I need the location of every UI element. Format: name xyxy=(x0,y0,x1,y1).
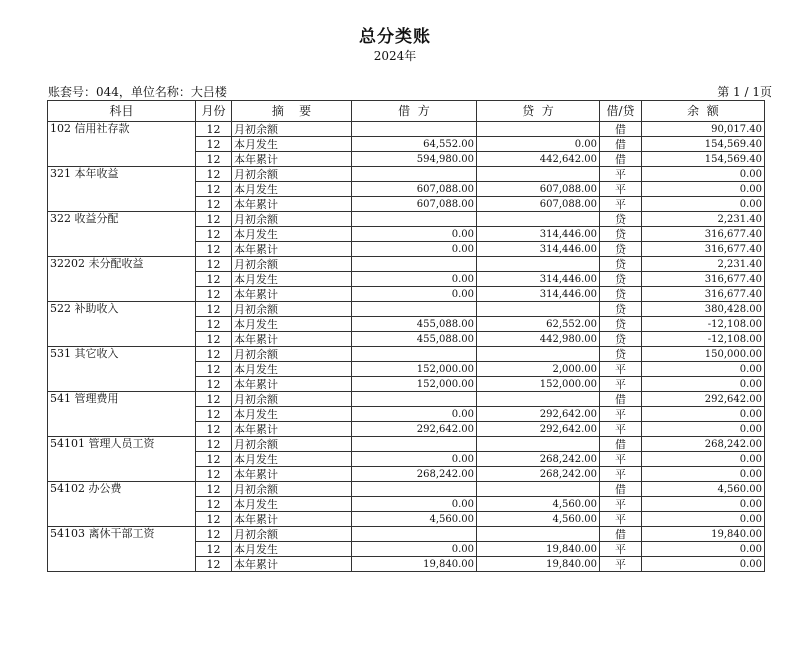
row-debit: 0.00 xyxy=(352,452,477,467)
row-debit xyxy=(352,437,477,452)
account-subject: 322 收益分配 xyxy=(48,212,196,257)
row-credit: 314,446.00 xyxy=(477,272,600,287)
row-direction: 平 xyxy=(600,407,642,422)
row-summary: 本月发生 xyxy=(232,362,352,377)
row-direction: 平 xyxy=(600,452,642,467)
row-credit: 442,642.00 xyxy=(477,152,600,167)
row-credit: 442,980.00 xyxy=(477,332,600,347)
row-month: 12 xyxy=(196,137,232,152)
row-credit: 0.00 xyxy=(477,137,600,152)
row-credit: 314,446.00 xyxy=(477,242,600,257)
row-summary: 本月发生 xyxy=(232,272,352,287)
row-month: 12 xyxy=(196,512,232,527)
row-month: 12 xyxy=(196,557,232,572)
table-row xyxy=(48,212,765,227)
row-month: 12 xyxy=(196,257,232,272)
page-number: 第 1 / 1页 xyxy=(717,85,772,99)
row-balance: 380,428.00 xyxy=(642,302,765,317)
row-debit: 4,560.00 xyxy=(352,512,477,527)
row-summary: 月初余额 xyxy=(232,482,352,497)
row-credit: 2,000.00 xyxy=(477,362,600,377)
row-balance: 0.00 xyxy=(642,452,765,467)
row-debit xyxy=(352,347,477,362)
account-subject: 102 信用社存款 xyxy=(48,122,196,167)
row-debit: 19,840.00 xyxy=(352,557,477,572)
account-subject: 541 管理费用 xyxy=(48,392,196,437)
row-debit: 152,000.00 xyxy=(352,377,477,392)
account-subject: 54102 办公费 xyxy=(48,482,196,527)
row-summary: 本年累计 xyxy=(232,512,352,527)
row-direction: 借 xyxy=(600,392,642,407)
row-debit: 607,088.00 xyxy=(352,182,477,197)
row-summary: 本月发生 xyxy=(232,137,352,152)
row-month: 12 xyxy=(196,452,232,467)
row-credit: 268,242.00 xyxy=(477,467,600,482)
row-month: 12 xyxy=(196,197,232,212)
account-subject: 531 其它收入 xyxy=(48,347,196,392)
row-credit xyxy=(477,347,600,362)
row-month: 12 xyxy=(196,392,232,407)
row-debit: 268,242.00 xyxy=(352,467,477,482)
row-month: 12 xyxy=(196,542,232,557)
row-credit xyxy=(477,437,600,452)
row-month: 12 xyxy=(196,212,232,227)
row-direction: 平 xyxy=(600,497,642,512)
row-summary: 本年累计 xyxy=(232,242,352,257)
row-direction: 贷 xyxy=(600,347,642,362)
row-direction: 贷 xyxy=(600,257,642,272)
table-row xyxy=(48,392,765,407)
row-direction: 平 xyxy=(600,182,642,197)
col-header-subject: 科目 xyxy=(48,101,196,122)
row-debit xyxy=(352,302,477,317)
account-subject: 32202 未分配收益 xyxy=(48,257,196,302)
row-credit: 268,242.00 xyxy=(477,452,600,467)
col-header-direction: 借/贷 xyxy=(600,101,642,122)
row-debit: 455,088.00 xyxy=(352,332,477,347)
table-row xyxy=(48,347,765,362)
row-credit xyxy=(477,392,600,407)
row-balance: 4,560.00 xyxy=(642,482,765,497)
row-summary: 本年累计 xyxy=(232,197,352,212)
row-summary: 本年累计 xyxy=(232,467,352,482)
row-balance: 19,840.00 xyxy=(642,527,765,542)
table-row xyxy=(48,482,765,497)
row-month: 12 xyxy=(196,332,232,347)
row-balance: 0.00 xyxy=(642,542,765,557)
row-debit xyxy=(352,257,477,272)
row-balance: 154,569.40 xyxy=(642,152,765,167)
row-direction: 贷 xyxy=(600,272,642,287)
row-balance: 0.00 xyxy=(642,497,765,512)
table-row xyxy=(48,527,765,542)
account-subject: 54101 管理人员工资 xyxy=(48,437,196,482)
row-debit xyxy=(352,482,477,497)
row-month: 12 xyxy=(196,362,232,377)
row-balance: 0.00 xyxy=(642,377,765,392)
row-debit xyxy=(352,122,477,137)
row-balance: 0.00 xyxy=(642,407,765,422)
row-direction: 平 xyxy=(600,467,642,482)
row-direction: 贷 xyxy=(600,332,642,347)
row-month: 12 xyxy=(196,497,232,512)
row-summary: 本月发生 xyxy=(232,407,352,422)
row-balance: 316,677.40 xyxy=(642,287,765,302)
table-row xyxy=(48,167,765,182)
row-balance: 292,642.00 xyxy=(642,392,765,407)
row-direction: 贷 xyxy=(600,302,642,317)
row-debit: 607,088.00 xyxy=(352,197,477,212)
row-balance: 0.00 xyxy=(642,467,765,482)
row-month: 12 xyxy=(196,122,232,137)
row-debit: 152,000.00 xyxy=(352,362,477,377)
row-balance: 0.00 xyxy=(642,422,765,437)
row-month: 12 xyxy=(196,272,232,287)
row-credit: 314,446.00 xyxy=(477,227,600,242)
row-balance: 0.00 xyxy=(642,197,765,212)
table-row xyxy=(48,302,765,317)
row-credit: 314,446.00 xyxy=(477,287,600,302)
row-summary: 月初余额 xyxy=(232,347,352,362)
row-balance: 90,017.40 xyxy=(642,122,765,137)
col-header-month: 月份 xyxy=(196,101,232,122)
row-summary: 本月发生 xyxy=(232,452,352,467)
row-summary: 本年累计 xyxy=(232,152,352,167)
row-summary: 本月发生 xyxy=(232,227,352,242)
row-balance: 0.00 xyxy=(642,182,765,197)
row-credit: 292,642.00 xyxy=(477,407,600,422)
row-direction: 平 xyxy=(600,197,642,212)
row-credit xyxy=(477,122,600,137)
ledger-table xyxy=(47,100,765,572)
row-credit: 19,840.00 xyxy=(477,542,600,557)
row-debit: 0.00 xyxy=(352,287,477,302)
row-balance: 316,677.40 xyxy=(642,272,765,287)
row-summary: 月初余额 xyxy=(232,122,352,137)
row-credit xyxy=(477,302,600,317)
row-direction: 借 xyxy=(600,482,642,497)
row-month: 12 xyxy=(196,317,232,332)
row-direction: 贷 xyxy=(600,242,642,257)
row-credit xyxy=(477,482,600,497)
col-header-debit: 借 方 xyxy=(352,101,477,122)
row-balance: 316,677.40 xyxy=(642,227,765,242)
row-month: 12 xyxy=(196,347,232,362)
row-summary: 本年累计 xyxy=(232,287,352,302)
account-subject: 522 补助收入 xyxy=(48,302,196,347)
row-month: 12 xyxy=(196,407,232,422)
row-direction: 贷 xyxy=(600,212,642,227)
row-credit: 19,840.00 xyxy=(477,557,600,572)
header-row xyxy=(48,101,765,122)
row-month: 12 xyxy=(196,182,232,197)
row-direction: 平 xyxy=(600,167,642,182)
row-month: 12 xyxy=(196,152,232,167)
row-debit: 0.00 xyxy=(352,542,477,557)
row-summary: 本月发生 xyxy=(232,542,352,557)
row-direction: 借 xyxy=(600,437,642,452)
row-direction: 平 xyxy=(600,542,642,557)
row-month: 12 xyxy=(196,287,232,302)
row-summary: 本年累计 xyxy=(232,557,352,572)
row-credit: 4,560.00 xyxy=(477,512,600,527)
row-debit xyxy=(352,392,477,407)
row-direction: 贷 xyxy=(600,317,642,332)
table-row xyxy=(48,122,765,137)
row-summary: 本月发生 xyxy=(232,497,352,512)
row-debit: 455,088.00 xyxy=(352,317,477,332)
row-summary: 月初余额 xyxy=(232,257,352,272)
row-month: 12 xyxy=(196,437,232,452)
row-month: 12 xyxy=(196,302,232,317)
row-debit: 0.00 xyxy=(352,227,477,242)
row-direction: 借 xyxy=(600,137,642,152)
page-title: 总分类账 xyxy=(359,27,431,47)
row-summary: 月初余额 xyxy=(232,212,352,227)
row-credit: 607,088.00 xyxy=(477,182,600,197)
row-debit xyxy=(352,527,477,542)
row-credit xyxy=(477,167,600,182)
row-month: 12 xyxy=(196,467,232,482)
row-debit: 0.00 xyxy=(352,497,477,512)
row-summary: 月初余额 xyxy=(232,302,352,317)
row-debit: 0.00 xyxy=(352,407,477,422)
row-balance: 0.00 xyxy=(642,167,765,182)
row-summary: 月初余额 xyxy=(232,527,352,542)
row-credit xyxy=(477,212,600,227)
row-direction: 借 xyxy=(600,527,642,542)
row-debit xyxy=(352,212,477,227)
row-month: 12 xyxy=(196,167,232,182)
row-month: 12 xyxy=(196,482,232,497)
row-credit xyxy=(477,527,600,542)
account-subject: 321 本年收益 xyxy=(48,167,196,212)
row-debit: 0.00 xyxy=(352,242,477,257)
row-month: 12 xyxy=(196,227,232,242)
row-balance: 268,242.00 xyxy=(642,437,765,452)
row-direction: 贷 xyxy=(600,227,642,242)
table-row xyxy=(48,257,765,272)
row-credit: 292,642.00 xyxy=(477,422,600,437)
row-balance: 150,000.00 xyxy=(642,347,765,362)
row-summary: 本年累计 xyxy=(232,422,352,437)
row-direction: 借 xyxy=(600,152,642,167)
row-direction: 平 xyxy=(600,377,642,392)
account-info: 账套号：044，单位名称：大吕楼 xyxy=(48,85,227,99)
row-debit: 594,980.00 xyxy=(352,152,477,167)
row-summary: 本月发生 xyxy=(232,182,352,197)
row-month: 12 xyxy=(196,242,232,257)
row-credit: 4,560.00 xyxy=(477,497,600,512)
row-direction: 平 xyxy=(600,557,642,572)
col-header-balance: 余 额 xyxy=(642,101,765,122)
row-summary: 本年累计 xyxy=(232,377,352,392)
row-summary: 月初余额 xyxy=(232,167,352,182)
ledger-body xyxy=(48,122,765,572)
ledger-year: 2024年 xyxy=(373,49,417,63)
row-summary: 本月发生 xyxy=(232,317,352,332)
row-debit xyxy=(352,167,477,182)
row-credit: 62,552.00 xyxy=(477,317,600,332)
row-balance: -12,108.00 xyxy=(642,317,765,332)
row-balance: 2,231.40 xyxy=(642,257,765,272)
col-header-credit: 贷 方 xyxy=(477,101,600,122)
row-credit: 607,088.00 xyxy=(477,197,600,212)
account-subject: 54103 离休干部工资 xyxy=(48,527,196,572)
row-balance: 316,677.40 xyxy=(642,242,765,257)
row-balance: 0.00 xyxy=(642,512,765,527)
col-header-summary: 摘 要 xyxy=(232,101,352,122)
row-direction: 贷 xyxy=(600,287,642,302)
row-balance: 154,569.40 xyxy=(642,137,765,152)
row-direction: 平 xyxy=(600,362,642,377)
row-debit: 292,642.00 xyxy=(352,422,477,437)
row-balance: 0.00 xyxy=(642,362,765,377)
row-credit: 152,000.00 xyxy=(477,377,600,392)
row-month: 12 xyxy=(196,377,232,392)
row-summary: 月初余额 xyxy=(232,437,352,452)
row-month: 12 xyxy=(196,527,232,542)
row-summary: 月初余额 xyxy=(232,392,352,407)
row-balance: 2,231.40 xyxy=(642,212,765,227)
table-row xyxy=(48,437,765,452)
row-credit xyxy=(477,257,600,272)
row-summary: 本年累计 xyxy=(232,332,352,347)
row-balance: 0.00 xyxy=(642,557,765,572)
row-balance: -12,108.00 xyxy=(642,332,765,347)
row-direction: 借 xyxy=(600,122,642,137)
row-direction: 平 xyxy=(600,422,642,437)
row-debit: 0.00 xyxy=(352,272,477,287)
row-debit: 64,552.00 xyxy=(352,137,477,152)
row-month: 12 xyxy=(196,422,232,437)
row-direction: 平 xyxy=(600,512,642,527)
